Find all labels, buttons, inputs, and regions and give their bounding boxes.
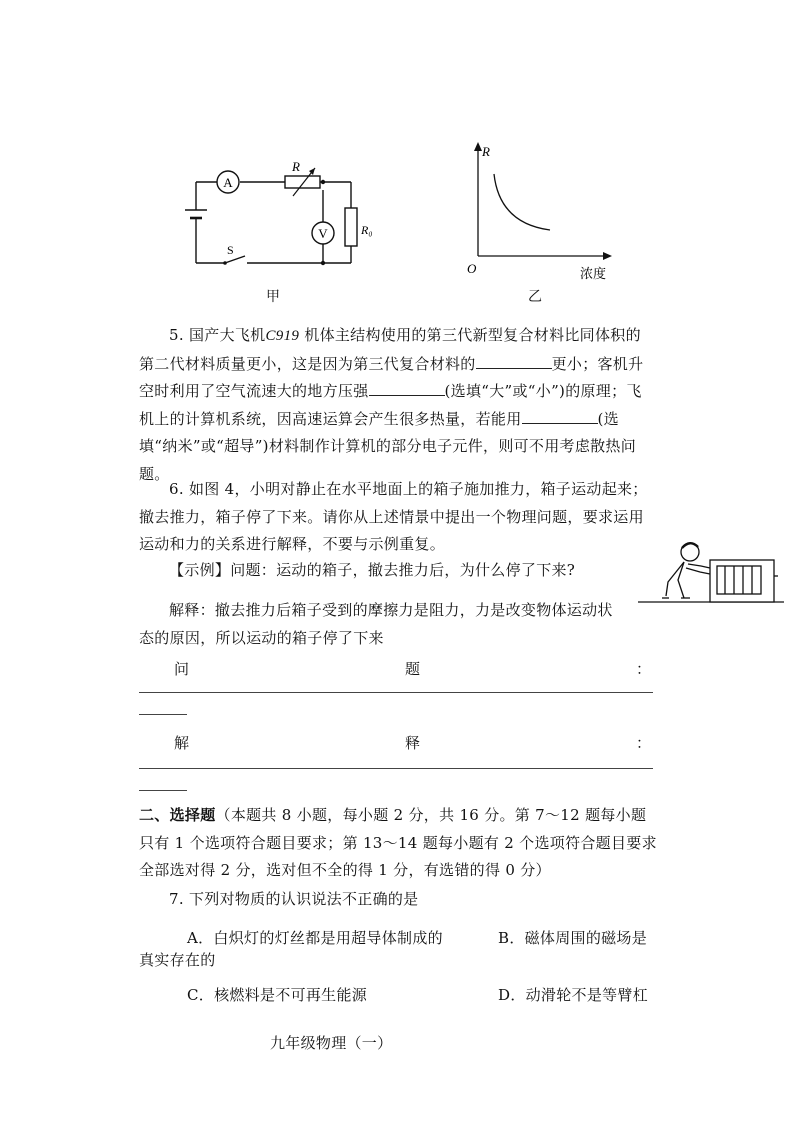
question-6-intro: 6. 如图 4，小明对静止在水平地面上的箱子施加推力，箱子运动起来；撤去推力，箱子停了下来。请你从上述情景中提出一个物理问题，要求运用运动和力的关系进行解释，不要与示例重复。 [139, 480, 648, 553]
section-2-description: （本题共 8 小题，每小题 2 分，共 16 分。第 7～12 题每小题只有 1 个选项符合题目要求；第 13～14 题每小题有 2 个选项符合题目要求全部选对得 2 分，选对但不全的得 1 分，有选错的得 0 分） [139, 806, 657, 879]
question-7-stem: 7. 下列对物质的认识说法不正确的是 [169, 890, 419, 908]
ammeter-label: A [223, 175, 233, 190]
section-2 [139, 802, 659, 885]
section-2-title: 二、选择题 [139, 806, 216, 824]
switch-label: S [227, 243, 234, 257]
y-axis-label: R [482, 144, 490, 159]
option-d[interactable]: D．动滑轮不是等臂杠 [498, 986, 649, 1004]
circuit-diagram [175, 150, 375, 280]
rheostat-label: R [292, 159, 300, 174]
explain-answer-line-short[interactable] [139, 790, 187, 791]
explain-colon: ： [636, 734, 652, 752]
x-axis-label: 浓度 [580, 267, 607, 282]
explain-char-1: 解 [174, 734, 190, 752]
question-char-1: 问 [174, 660, 190, 678]
option-c[interactable]: C．核燃料是不可再生能源 [187, 986, 368, 1004]
voltmeter-label: V [318, 226, 328, 241]
boy-pushing-box-illustration [638, 540, 788, 610]
q5-text-4: (选填“大”或“小”)的原理；飞机上的计算机系统，因高速运算会产生很多热量，若能用 [139, 382, 642, 428]
answer-question-label [174, 656, 189, 684]
question-5 [139, 322, 654, 488]
q5-blank-1[interactable] [476, 353, 552, 369]
answer-explain-label-2 [405, 730, 420, 758]
q5-text-1: 5. 国产大飞机 [169, 326, 266, 344]
explain-char-2: 释 [405, 734, 421, 752]
q5-text-5: (选填“纳米”或“超导”)材料制作计算机的部分电子元件，则可不用考虑散热问题。 [139, 409, 637, 483]
q5-blank-2[interactable] [369, 380, 445, 396]
answer-explain-colon [636, 730, 651, 758]
page-footer: 九年级物理（一） [270, 1034, 393, 1052]
q5-text-3: 更小；客机升空时利用了空气流速大的地方压强 [139, 354, 644, 400]
question-char-2: 题 [405, 660, 421, 678]
q5-model: C919 [265, 328, 300, 344]
question-6-example: 【示例】问题：运动的箱子，撤去推力后，为什么停了下来? [169, 561, 576, 579]
q5-text-2: 机体主结构使用的第三代新型复合材料比同体积的第二代材料质量更小，这是因为第三代复合材料的 [139, 326, 641, 373]
resistor-label: R₀ [361, 223, 373, 237]
explain-answer-line[interactable] [139, 768, 653, 769]
question-colon: ： [636, 660, 652, 678]
answer-question-colon [636, 656, 651, 684]
option-b-continued: 真实存在的 [139, 951, 216, 969]
answer-explain-label [174, 730, 189, 758]
origin-label: O [467, 261, 477, 276]
option-a[interactable]: A．白炽灯的灯丝都是用超导体制成的 [187, 929, 443, 947]
option-b[interactable]: B．磁体周围的磁场是 [498, 929, 648, 947]
figure-yi-label: 乙 [528, 289, 542, 305]
figure-jia-label: 甲 [266, 289, 280, 305]
resistance-graph [460, 140, 620, 285]
q5-blank-3[interactable] [522, 408, 598, 424]
answer-question-label-2 [405, 656, 420, 684]
question-6-explanation: 解释：撤去推力后箱子受到的摩擦力是阻力，力是改变物体运动状态的原因，所以运动的箱子停了下来 [139, 601, 613, 647]
question-answer-line[interactable] [139, 692, 653, 693]
question-answer-line-short[interactable] [139, 714, 187, 715]
